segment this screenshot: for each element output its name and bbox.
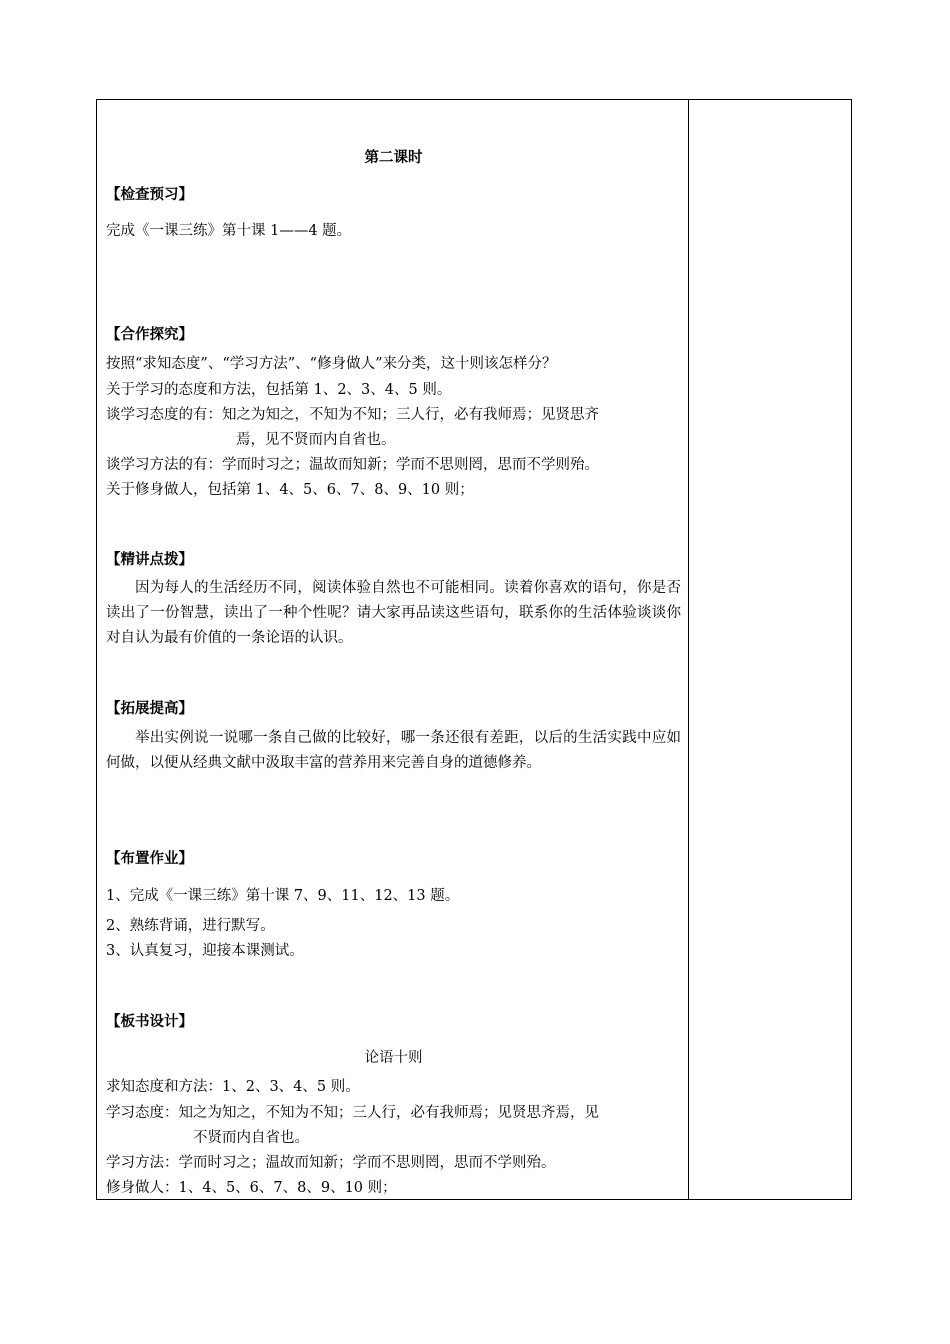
cooperate-attitude: 谈学习态度的有：知之为知之，不知为不知；三人行，必有我师焉；见贤思齐 [106, 407, 599, 423]
extend-heading: 【拓展提高】 [106, 700, 193, 717]
board-title: 论语十则 [364, 1050, 423, 1066]
preview-text: 完成《一课三练》第十课 1——4 题。 [106, 223, 352, 239]
board-line-4: 修身做人：1、4、5、6、7、8、9、10 则； [106, 1180, 397, 1196]
extend-text: 举出实例说一说哪一条自己做的比较好，哪一条还很有差距，以后的生活实践中应如何做，以便从经典文献中汲取丰富的营养用来完善自身的道德修养。 [106, 730, 681, 771]
preview-heading: 【检查预习】 [106, 186, 193, 203]
cooperate-self: 关于修身做人，包括第 1、4、5、6、7、8、9、10 则； [106, 482, 474, 498]
homework-item-1: 1、完成《一课三练》第十课 7、9、11、12、13 题。 [106, 888, 460, 904]
cooperate-line1: 关于学习的态度和方法，包括第 1、2、3、4、5 则。 [106, 382, 452, 398]
board-line-2: 学习态度：知之为知之，不知为不知；三人行，必有我师焉；见贤思齐焉，见 [106, 1105, 599, 1121]
homework-item-2: 2、熟练背诵，进行默写。 [106, 918, 275, 934]
explain-heading: 【精讲点拨】 [106, 551, 193, 568]
notes-cell [689, 100, 851, 1199]
board-line-1: 求知态度和方法：1、2、3、4、5 则。 [106, 1079, 360, 1095]
lesson-title: 第二课时 [364, 149, 423, 166]
board-heading: 【板书设计】 [106, 1013, 193, 1030]
cooperate-heading: 【合作探究】 [106, 326, 193, 343]
homework-heading: 【布置作业】 [106, 850, 193, 867]
homework-item-3: 3、认真复习，迎接本课测试。 [106, 943, 304, 959]
board-line-2-cont: 不贤而内自省也。 [193, 1130, 309, 1146]
cooperate-method: 谈学习方法的有：学而时习之；温故而知新；学而不思则罔，思而不学则殆。 [106, 457, 599, 473]
lesson-table [96, 99, 852, 1200]
cooperate-question: 按照“求知态度”、“学习方法”、“修身做人”来分类，这十则该怎样分？ [106, 356, 557, 372]
explain-text: 因为每人的生活经历不同，阅读体验自然也不可能相同。读着你喜欢的语句，你是否读出了一份智慧，读出了一种个性呢？请大家再品读这些语句，联系你的生活体验谈谈你对自认为最有价值的一条论语的认识。 [106, 580, 681, 646]
cooperate-attitude-cont: 焉，见不贤而内自省也。 [236, 432, 396, 448]
lesson-content-cell [106, 100, 681, 1199]
board-line-3: 学习方法：学而时习之；温故而知新；学而不思则罔，思而不学则殆。 [106, 1155, 556, 1171]
